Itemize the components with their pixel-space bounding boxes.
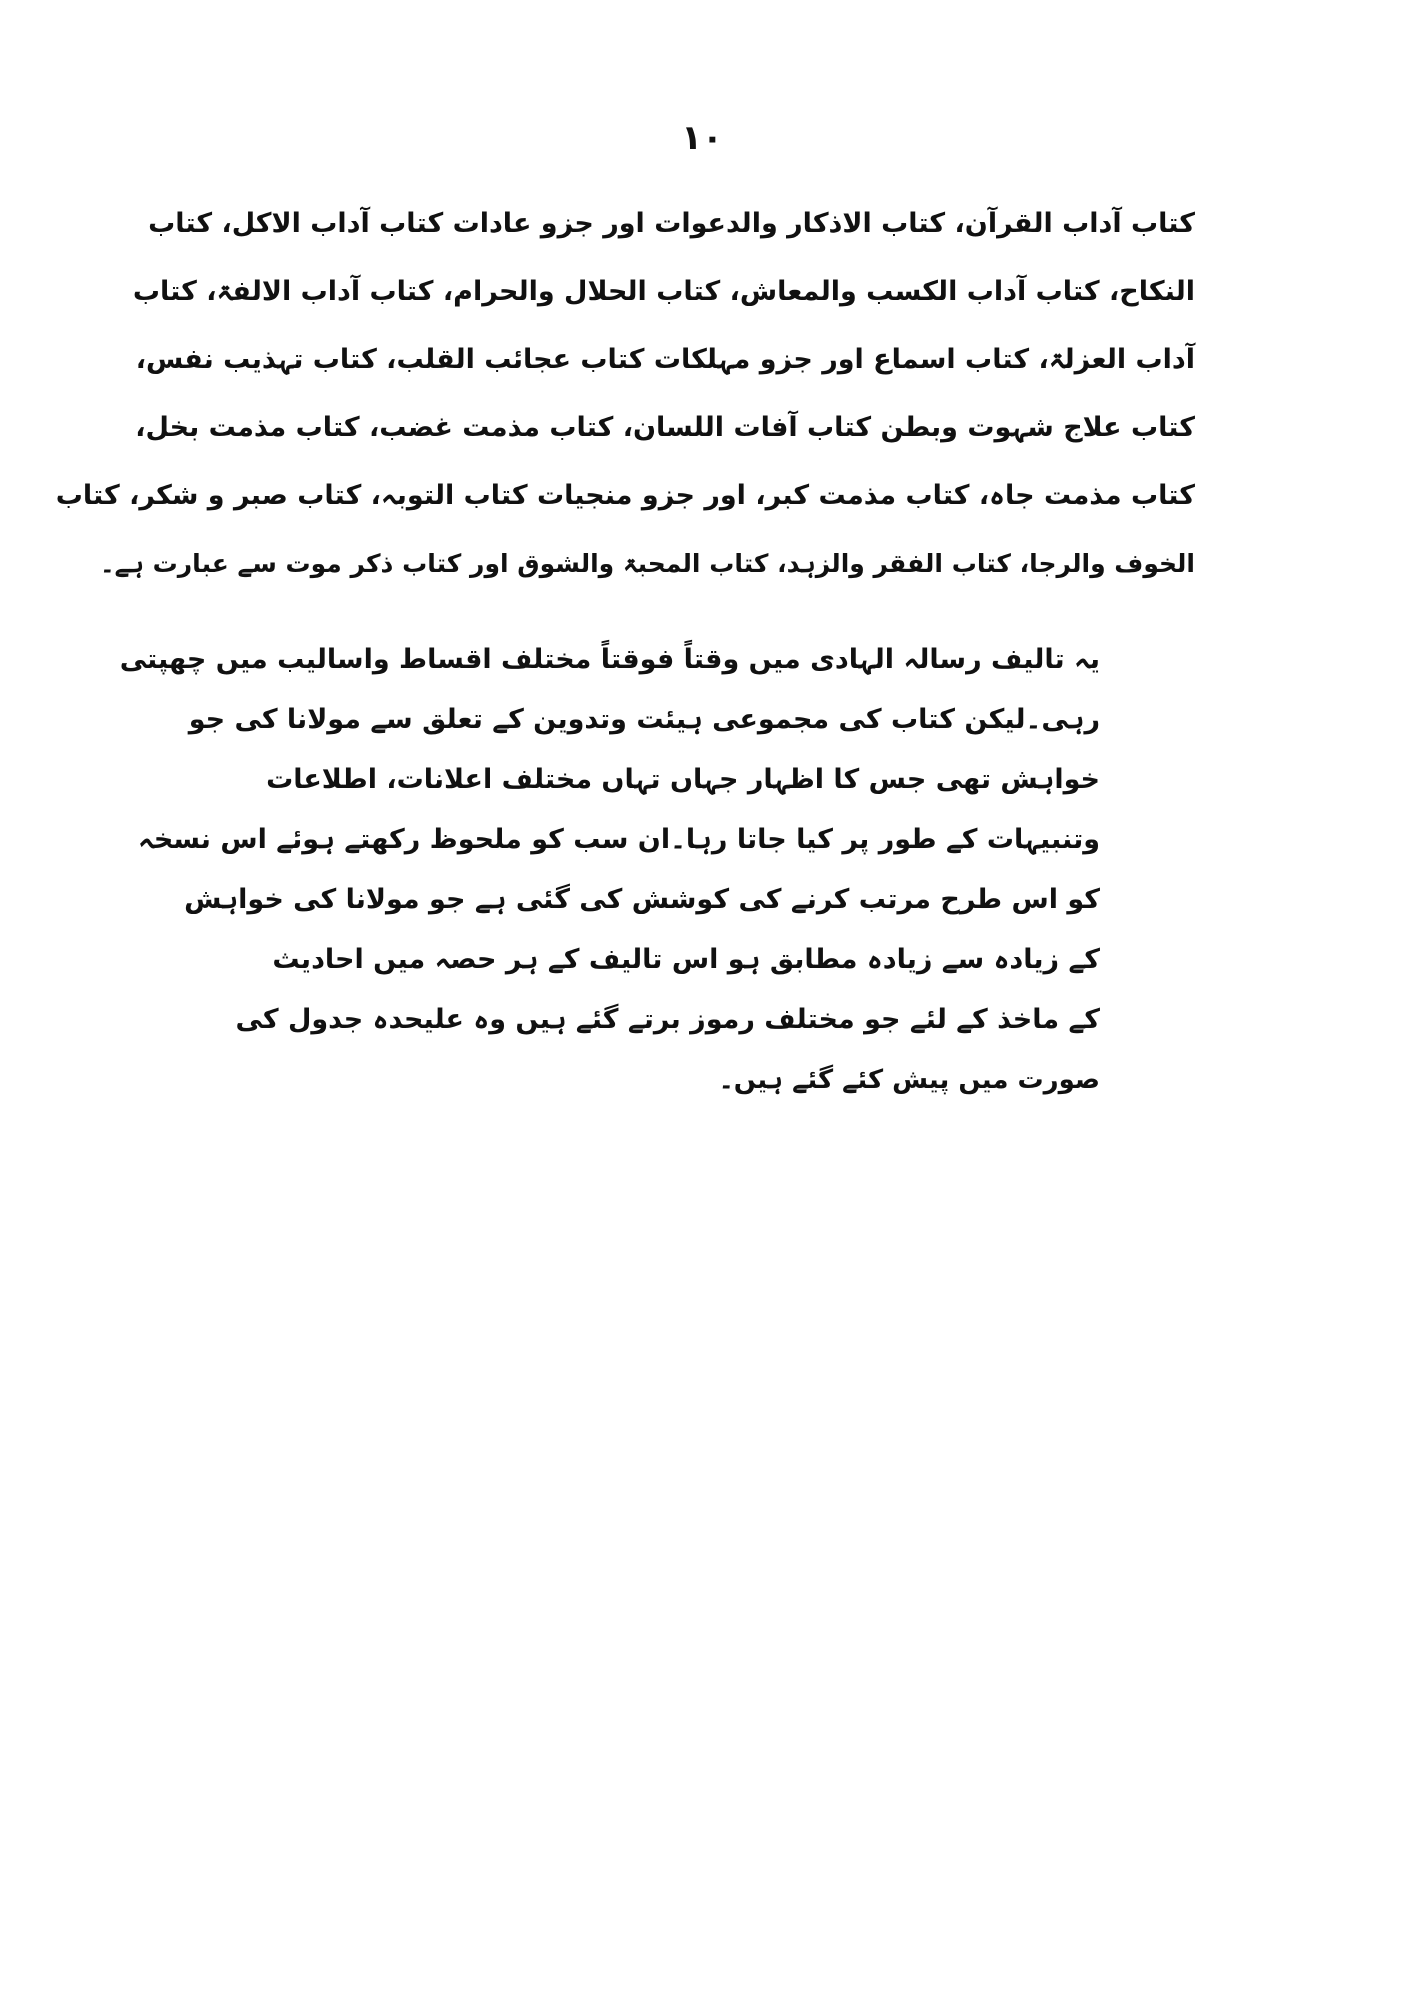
text-line: کے زیادہ سے زیادہ مطابق ہو اس تالیف کے ہر حصہ میں احادیث — [272, 944, 1100, 975]
text-line: وتنبیہات کے طور پر کیا جاتا رہا۔ان سب کو ملحوظ رکھتے ہوئے اس نسخہ — [138, 824, 1100, 855]
text-line: کتاب آداب القرآن، کتاب الاذکار والدعوات اور جزو عادات کتاب آداب الاکل، کتاب — [148, 208, 1195, 239]
paragraph-book-list — [55, 190, 1195, 598]
text-line: یہ تالیف رسالہ الہادی میں وقتاً فوقتاً مختلف اقساط واسالیب میں چھپتی — [119, 644, 1100, 675]
text-line: کے ماخذ کے لئے جو مختلف رموز برتے گئے ہیں وہ علیحدہ جدول کی — [235, 1004, 1100, 1035]
paragraph-compilation-note — [119, 630, 1100, 1110]
text-line: صورت میں پیش کئے گئے ہیں۔ — [718, 1065, 1100, 1095]
text-line: خواہش تھی جس کا اظہار جہاں تہاں مختلف اعلانات، اطلاعات — [266, 764, 1100, 795]
text-line: رہی۔لیکن کتاب کی مجموعی ہیئت وتدوین کے تعلق سے مولانا کی جو — [188, 704, 1100, 735]
text-line: النکاح، کتاب آداب الکسب والمعاش، کتاب الحلال والحرام، کتاب آداب الالفۃ، کتاب — [132, 276, 1195, 307]
text-line: کو اس طرح مرتب کرنے کی کوشش کی گئی ہے جو مولانا کی خواہش — [184, 884, 1100, 915]
text-line: آداب العزلۃ، کتاب اسماع اور جزو مہلکات کتاب عجائب القلب، کتاب تہذیب نفس، — [135, 344, 1195, 375]
text-line: الخوف والرجا، کتاب الفقر والزہد، کتاب المحبۃ والشوق اور کتاب ذکر موت سے عبارت ہے۔ — [100, 549, 1195, 578]
page-number: ۱۰ — [681, 118, 723, 158]
text-line: کتاب علاج شہوت وبطن کتاب آفات اللسان، کتاب مذمت غضب، کتاب مذمت بخل، — [135, 412, 1195, 443]
text-line: کتاب مذمت جاہ، کتاب مذمت کبر، اور جزو منجیات کتاب التوبہ، کتاب صبر و شکر، کتاب — [55, 480, 1195, 511]
